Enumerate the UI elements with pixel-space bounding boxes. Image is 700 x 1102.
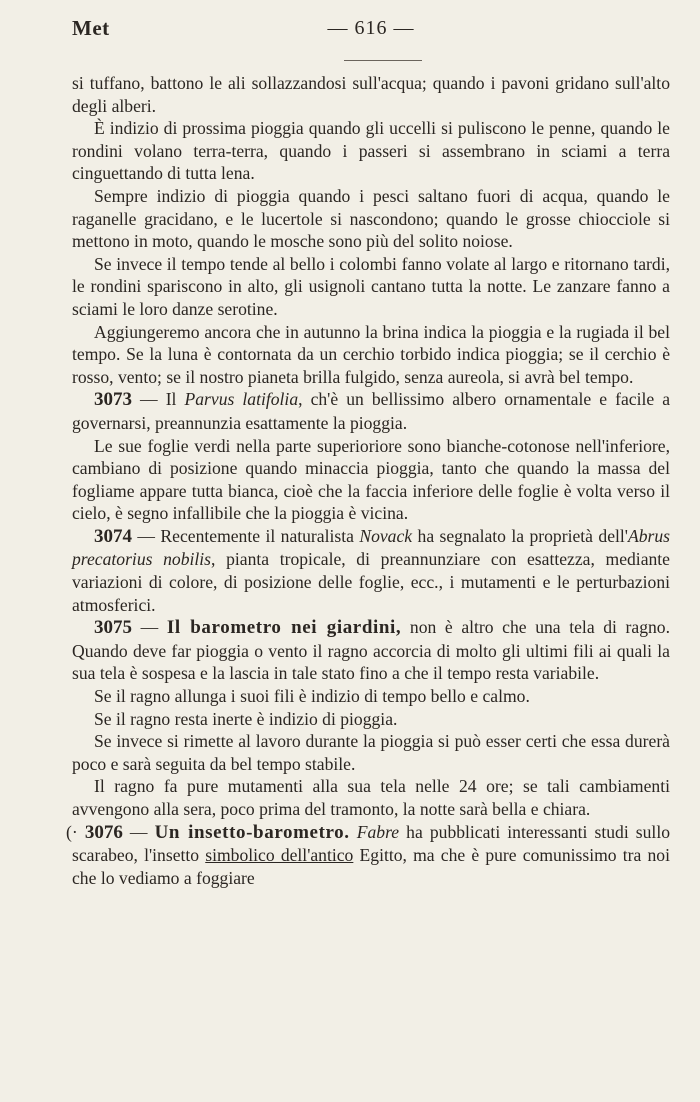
entry-text: , pianta tropicale, di preannunziare con esattezza, mediante variazioni di colore, di posizione delle foglie, ecc., i mutamenti e le perturbazioni atmosferici. [72,549,670,615]
paragraph: Le sue foglie verdi nella parte superioriore sono bianche-cotonose nell'inferiore, cambiano di posizione quando minaccia pioggia, tanto che quando la massa del fogliame appare tutta bianca, cioè che la faccia inferiore delle foglie è volta verso il cielo, è segno infallibile che la pioggia è vicina. [72,435,670,524]
paragraph: si tuffano, battono le ali sollazzandosi sull'acqua; quando i pavoni gridano sull'alto degli alberi. [72,73,670,116]
entry-3075 [72,616,670,685]
entry-title: Un insetto-barometro. [154,821,350,843]
page-number: — 616 — [327,17,415,39]
species-name: Parvus latifolia [184,389,299,410]
entry-number: 3073 [94,389,132,411]
entry-dash: — [122,821,155,842]
paragraph: È indizio di prossima pioggia quando gli uccelli si puliscono le penne, quando le rondini volano terra-terra, quando i passeri si assembrano in sciami a terra cinguettando di tutta lena. [72,118,670,184]
author-name: Novack [359,525,413,546]
entry-text: , ch'è un bellissimo albero ornamentale e facile a governarsi, preannunzia esattamente la pioggia. [72,389,671,433]
paragraph: Il ragno fa pure mutamenti alla sua tela nelle 24 ore; se tali cambiamenti avvengono alla sera, poco prima del tramonto, la notte sarà bella e chiara. [72,776,670,819]
paragraph: Se il ragno allunga i suoi fili è indizio di tempo bello e calmo. [94,686,530,707]
paragraph: Se invece il tempo tende al bello i colombi fanno volate al largo e ritornano tardi, le rondini spariscono in alto, gli usignoli cantano tutta la notte. Le zanzare fanno a sciami le loro danze serotine. [72,253,670,319]
paragraph: Se il ragno resta inerte è indizio di pioggia. [94,708,398,729]
entry-text: Egitto, ma che è pure comunissimo tra noi che lo vediamo a foggiare [72,845,670,888]
entry-title: Il barometro nei giardini, [166,617,402,639]
entry-3073 [72,388,670,434]
entry-number: 3075 [94,617,132,639]
entry-3076 [66,821,671,890]
header-rule [344,60,422,61]
paragraph: Se invece si rimette al lavoro durante la pioggia si può esser certi che essa durerà poco e sarà seguita da bel tempo stabile. [72,731,670,774]
page-body [66,72,671,889]
entry-number: 3076 [84,821,123,843]
paragraph: Sempre indizio di pioggia quando i pesci saltano fuori di acqua, quando le raganelle gracidano, e le lucertole si nascondono; quando le grosse chiocciole si mettono in moto, quando le mosche sono più del solito noiose. [72,185,670,252]
underlined-text: simbolico dell'antico [205,845,354,866]
entry-dash: — [132,617,167,638]
paragraph: Aggiungeremo ancora che in autunno la brina indica la pioggia e la rugiada il bel tempo. Se la luna è contornata da un cerchio torbido indica pioggia; se il cerchio è rosso, vento; se il nostro pianeta brilla fulgido, senza aureola, si avrà bel tempo. [72,321,670,387]
entry-text: ha segnalato la proprietà dell' [412,525,628,546]
margin-mark: (· [66,821,78,842]
entry-dash: — Il [132,389,185,410]
entry-3074 [72,525,670,616]
species-name: Abrus precatorius nobilis [72,525,670,570]
entry-text: ha pubblicati interessanti studi sullo scarabeo, l'insetto [72,821,671,866]
running-header [72,16,670,42]
section-abbreviation: Met [72,16,110,40]
entry-number: 3074 [94,525,132,547]
entry-text: — Recentemente il naturalista [132,525,360,546]
author-name: Fabre [356,821,400,842]
entry-text: non è altro che una tela di ragno. Quando deve far pioggia o vento il ragno accorcia di molto gli ultimi fili ai quali la sua tela è sospesa e la lascia in tale stato fino a che il tempo resta variabile. [72,617,671,684]
